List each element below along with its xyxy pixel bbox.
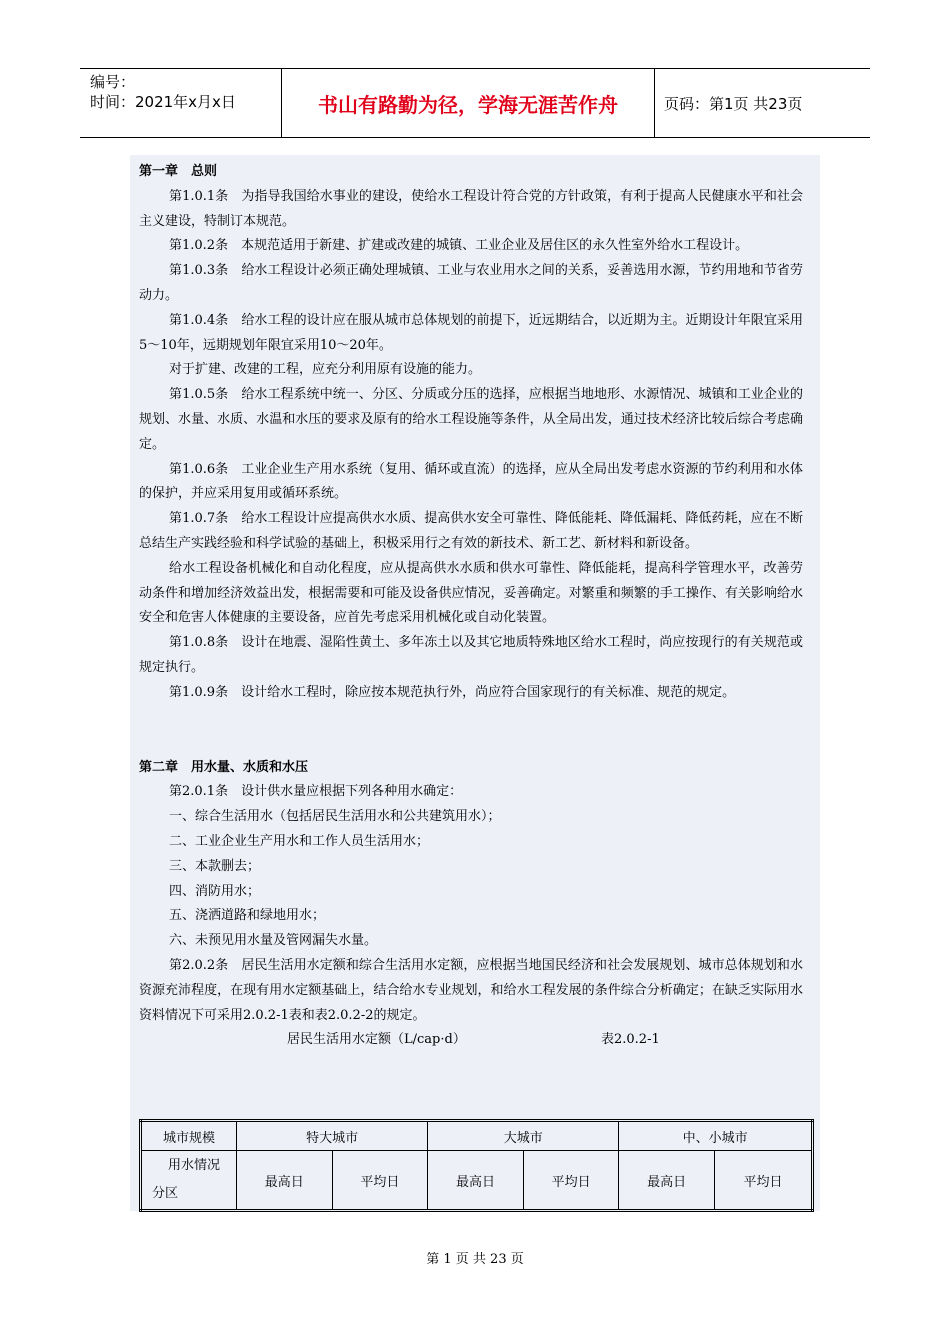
header-time-label: 时间：2021年x月x日 xyxy=(90,93,236,111)
list-item: 一、综合生活用水（包括居民生活用水和公共建筑用水）； xyxy=(169,809,501,825)
page-footer: 第 1 页 共 23 页 xyxy=(426,1252,524,1267)
table-caption-title: 居民生活用水定额（L/cap·d） xyxy=(287,1032,466,1048)
table-header-usage-zone xyxy=(141,1151,237,1211)
document-header xyxy=(80,68,870,138)
paragraph: 第1.0.6条 工业企业生产用水系统（复用、循环或直流）的选择，应从全局出发考虑水资源的节约利用和水体的保护，并应采用复用或循环系统。 xyxy=(139,461,803,502)
paragraph: 第1.0.8条 设计在地震、湿陷性黄土、多年冻土以及其它地质特殊地区给水工程时，尚应按现行的有关规范或规定执行。 xyxy=(139,635,803,675)
table-row xyxy=(141,1151,813,1211)
table-subheader: 平均日 xyxy=(714,1151,812,1211)
table-subheader: 最高日 xyxy=(237,1151,333,1211)
header-number-label: 编号： xyxy=(90,73,136,91)
table-subheader: 最高日 xyxy=(619,1151,715,1211)
list-item: 四、消防用水； xyxy=(169,883,261,899)
paragraph: 第1.0.7条 给水工程设计应提高供水水质、提高供水安全可靠性、降低能耗、降低漏耗、降低药耗，应在不断总结生产实践经验和科学试验的基础上，积极采用行之有效的新技术、新工艺、新材料和新设备。 xyxy=(139,511,803,551)
table-header-zone: 分区 xyxy=(152,1186,179,1201)
chapter-1-title: 第一章 总则 xyxy=(139,164,218,179)
paragraph: 第1.0.3条 给水工程设计必须正确处理城镇、工业与农业用水之间的关系，妥善选用水源，节约用地和节省劳动力。 xyxy=(139,263,803,303)
list-item: 五、浇洒道路和绿地用水； xyxy=(169,908,326,924)
header-motto: 书山有路勤为径，学海无涯苦作舟 xyxy=(318,92,618,117)
list-item: 二、工业企业生产用水和工作人员生活用水； xyxy=(169,833,430,849)
paragraph: 第1.0.1条 为指导我国给水事业的建设，使给水工程设计符合党的方针政策，有利于提高人民健康水平和社会主义建设，特制订本规范。 xyxy=(139,188,803,229)
table-number: 表2.0.2-1 xyxy=(601,1032,660,1048)
table-subheader: 平均日 xyxy=(332,1151,428,1211)
document-body xyxy=(139,160,803,1056)
chapter-2-title: 第二章 用水量、水质和水压 xyxy=(139,759,309,775)
water-quota-table xyxy=(139,1119,814,1212)
paragraph: 第1.0.4条 给水工程的设计应在服从城市总体规划的前提下，近远期结合，以近期为主。近期设计年限宜采用5～10年，远期规划年限宜采用10～20年。 xyxy=(139,312,803,353)
list-item: 三、本款删去； xyxy=(169,858,261,874)
table-subheader: 平均日 xyxy=(523,1151,619,1211)
table-subheader: 最高日 xyxy=(428,1151,524,1211)
paragraph: 给水工程设备机械化和自动化程度，应从提高供水水质和供水可靠性、降低能耗，提高科学管理水平，改善劳动条件和增加经济效益出发，根据需要和可能及设备供应情况，妥善确定。对繁重和频繁的手工操作、有关影响给水安全和危害人体健康的主要设备，应首先考虑采用机械化或自动化装置。 xyxy=(139,560,803,626)
table-caption xyxy=(139,1028,803,1056)
list-item: 六、未预见用水量及管网漏失水量。 xyxy=(169,933,378,949)
table-header-group: 特大城市 xyxy=(237,1121,428,1151)
table-header-usage: 用水情况 xyxy=(168,1158,221,1173)
paragraph: 第2.0.1条 设计供水量应根据下列各种用水确定： xyxy=(169,784,463,800)
header-page-info: 页码：第1页 共23页 xyxy=(664,94,803,113)
table-header-group: 大城市 xyxy=(428,1121,619,1151)
paragraph: 第1.0.5条 给水工程系统中统一、分区、分质或分压的选择，应根据当地地形、水源情况、城镇和工业企业的规划、水量、水质、水温和水压的要求及原有的给水工程设施等条件，从全局出发，通过技术经济比较后综合考虑确定。 xyxy=(139,387,803,452)
table-header-group: 中、小城市 xyxy=(619,1121,813,1151)
paragraph: 第1.0.2条 本规范适用于新建、扩建或改建的城镇、工业企业及居住区的永久性室外给水工程设计。 xyxy=(169,238,749,254)
table-row xyxy=(141,1121,813,1151)
table-header-city-scale: 城市规模 xyxy=(141,1121,237,1151)
section-gap xyxy=(139,706,803,756)
paragraph: 对于扩建、改建的工程，应充分利用原有设施的能力。 xyxy=(169,362,482,378)
paragraph: 第2.0.2条 居民生活用水定额和综合生活用水定额，应根据当地国民经济和社会发展规划、城市总体规划和水资源充沛程度，在现有用水定额基础上，结合给水专业规划，和给水工程发展的条件综合分析确定；在缺乏实际用水资料情况下可采用2.0.2-1表和表2.0.2-2的规定。 xyxy=(139,957,803,1023)
paragraph: 第1.0.9条 设计给水工程时，除应按本规范执行外，尚应符合国家现行的有关标准、规范的规定。 xyxy=(169,684,736,700)
header-meta xyxy=(80,69,281,137)
